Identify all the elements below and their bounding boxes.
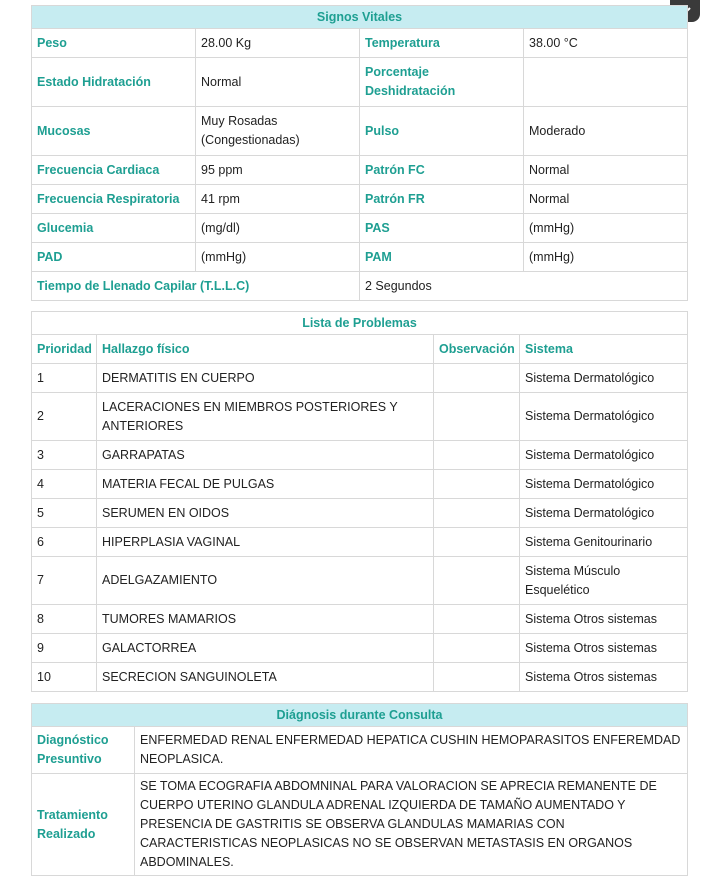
problem-list-title: Lista de Problemas <box>32 312 688 335</box>
vital-value: Normal <box>524 156 688 185</box>
system-cell: Sistema Dermatológico <box>520 499 688 528</box>
table-row <box>32 393 688 441</box>
vital-value: Normal <box>524 185 688 214</box>
vital-label: PAS <box>360 214 524 243</box>
tllc-value: 2 Segundos <box>360 272 688 301</box>
vital-value: (mmHg) <box>524 214 688 243</box>
priority-cell: 4 <box>32 470 97 499</box>
column-header-priority: Prioridad <box>32 335 97 364</box>
vital-label: PAD <box>32 243 196 272</box>
finding-cell: GALACTORREA <box>97 634 434 663</box>
priority-cell: 2 <box>32 393 97 441</box>
priority-cell: 1 <box>32 364 97 393</box>
treatment-value: SE TOMA ECOGRAFIA ABDOMNINAL PARA VALORACION SE APRECIA REMANENTE DE CUERPO UTERINO GLANDULA ADRENAL IZQUIERDA DE TAMAÑO AUMENTADO Y PRESENCIA DE GASTRITIS SE OBSERVA GLANDULAS MAMARIAS CON CARACTERISTICAS NEOPLASICAS NO SE OBSERVAN METASTASIS EN ORGANOS ABDOMINALES. <box>135 774 688 876</box>
presumptive-diagnosis-value: ENFERMEDAD RENAL ENFERMEDAD HEPATICA CUSHIN HEMOPARASITOS ENFEREMDAD NEOPLASICA. <box>135 727 688 774</box>
system-cell: Sistema Otros sistemas <box>520 605 688 634</box>
vital-label: Pulso <box>360 107 524 156</box>
vital-signs-table <box>31 5 688 301</box>
system-cell: Sistema Dermatológico <box>520 393 688 441</box>
vital-value: 38.00 °C <box>524 29 688 58</box>
priority-cell: 9 <box>32 634 97 663</box>
finding-cell: ADELGAZAMIENTO <box>97 557 434 605</box>
table-row <box>32 470 688 499</box>
vital-value: Moderado <box>524 107 688 156</box>
table-row <box>32 634 688 663</box>
system-cell: Sistema Dermatológico <box>520 364 688 393</box>
vital-label: Patrón FC <box>360 156 524 185</box>
vital-label: Frecuencia Cardiaca <box>32 156 196 185</box>
system-cell: Sistema Músculo Esquelético <box>520 557 688 605</box>
priority-cell: 7 <box>32 557 97 605</box>
priority-cell: 10 <box>32 663 97 692</box>
observation-cell <box>434 528 520 557</box>
table-row <box>32 441 688 470</box>
vital-value: (mmHg) <box>524 243 688 272</box>
vital-label: PAM <box>360 243 524 272</box>
vital-label: Glucemia <box>32 214 196 243</box>
observation-cell <box>434 557 520 605</box>
table-row <box>32 499 688 528</box>
system-cell: Sistema Dermatológico <box>520 470 688 499</box>
priority-cell: 3 <box>32 441 97 470</box>
vital-value: 41 rpm <box>196 185 360 214</box>
finding-cell: SECRECION SANGUINOLETA <box>97 663 434 692</box>
vital-value: 28.00 Kg <box>196 29 360 58</box>
table-row <box>32 605 688 634</box>
column-header-system: Sistema <box>520 335 688 364</box>
finding-cell: SERUMEN EN OIDOS <box>97 499 434 528</box>
table-row <box>32 663 688 692</box>
priority-cell: 6 <box>32 528 97 557</box>
problem-list-table <box>31 311 688 692</box>
vital-label: Porcentaje Deshidratación <box>360 58 524 107</box>
vital-value: (mmHg) <box>196 243 360 272</box>
priority-cell: 8 <box>32 605 97 634</box>
observation-cell <box>434 663 520 692</box>
finding-cell: MATERIA FECAL DE PULGAS <box>97 470 434 499</box>
table-row <box>32 528 688 557</box>
observation-cell <box>434 441 520 470</box>
system-cell: Sistema Otros sistemas <box>520 663 688 692</box>
vital-label: Peso <box>32 29 196 58</box>
presumptive-diagnosis-label: Diagnóstico Presuntivo <box>32 727 135 774</box>
vital-label: Frecuencia Respiratoria <box>32 185 196 214</box>
vital-value: (mg/dl) <box>196 214 360 243</box>
finding-cell: HIPERPLASIA VAGINAL <box>97 528 434 557</box>
observation-cell <box>434 470 520 499</box>
table-row <box>32 557 688 605</box>
vital-value <box>524 58 688 107</box>
treatment-label: Tratamiento Realizado <box>32 774 135 876</box>
vital-signs-title: Signos Vitales <box>32 6 688 29</box>
observation-cell <box>434 393 520 441</box>
table-row <box>32 364 688 393</box>
priority-cell: 5 <box>32 499 97 528</box>
vital-label: Estado Hidratación <box>32 58 196 107</box>
vital-value: Muy Rosadas (Congestionadas) <box>196 107 360 156</box>
diagnosis-title: Diágnosis durante Consulta <box>32 704 688 727</box>
finding-cell: TUMORES MAMARIOS <box>97 605 434 634</box>
observation-cell <box>434 605 520 634</box>
tllc-label: Tiempo de Llenado Capilar (T.L.L.C) <box>32 272 360 301</box>
diagnosis-table <box>31 703 688 876</box>
vital-label: Mucosas <box>32 107 196 156</box>
system-cell: Sistema Otros sistemas <box>520 634 688 663</box>
vital-label: Temperatura <box>360 29 524 58</box>
column-header-observation: Observación <box>434 335 520 364</box>
column-header-finding: Hallazgo físico <box>97 335 434 364</box>
vital-label: Patrón FR <box>360 185 524 214</box>
vital-value: Normal <box>196 58 360 107</box>
system-cell: Sistema Genitourinario <box>520 528 688 557</box>
vital-value: 95 ppm <box>196 156 360 185</box>
system-cell: Sistema Dermatológico <box>520 441 688 470</box>
finding-cell: GARRAPATAS <box>97 441 434 470</box>
observation-cell <box>434 634 520 663</box>
finding-cell: LACERACIONES EN MIEMBROS POSTERIORES Y ANTERIORES <box>97 393 434 441</box>
observation-cell <box>434 364 520 393</box>
finding-cell: DERMATITIS EN CUERPO <box>97 364 434 393</box>
observation-cell <box>434 499 520 528</box>
